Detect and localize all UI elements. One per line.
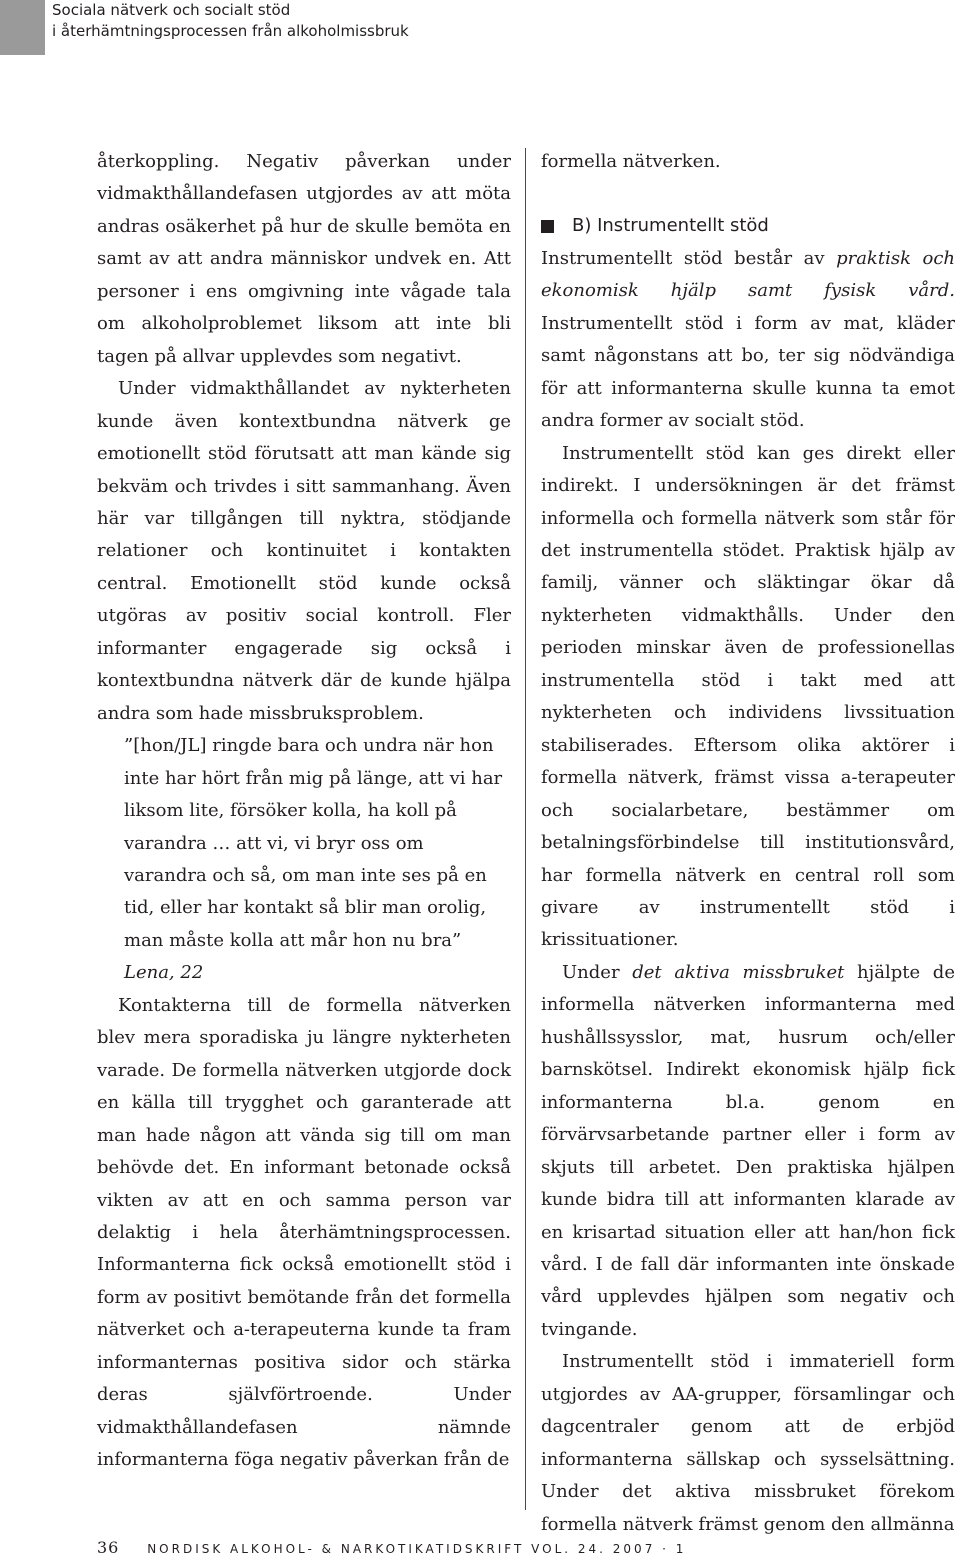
text-run: Instrumentellt stöd i form av mat, kläder samt någonstans att bo, ter sig nödvändiga för att informanterna skulle kunna ta emot andra former av socialt stöd. xyxy=(541,312,955,432)
emphasis: praktisk och ekonomisk hjälp samt fysisk vård. xyxy=(541,247,955,302)
paragraph: Instrumentellt stöd i immateriell form utgjordes av AA-grupper, församlingar och dagcentraler genom att de erbjöd informanterna sällskap och sysselsättning. Under det aktiva missbruket förekom formella nätverk främst genom den allmänna xyxy=(541,1351,955,1535)
square-bullet-icon xyxy=(541,220,554,233)
paragraph: Instrumentellt stöd kan ges direkt eller indirekt. I undersökningen är det främst informella och formella nätverk som står för det instrumentella stödet. Praktisk hjälp av familj, vänner och släktingar ökar då nykterheten vidmakthålls. Under den perioden minskar även de professionellas instrumentella stöd i takt med att nykterheten och individens livssituation stabiliserades. Eftersom olika aktörer i formella nätverk, främst vissa a-terapeuter och socialarbetare, bestämmer om betalningsförbindelse till institutionsvård, har formella nätverk en central roll som givare av instrumentellt stöd i krissituationer. xyxy=(541,442,955,951)
header-title xyxy=(52,0,409,42)
paragraph: Kontakterna till de formella nätverken blev mera sporadiska ju längre nykterheten varade. De formella nätverken utgjorde dock en källa till trygghet och garanterade att man hade någon att vända sig till om man behövde det. En informant betonade också vikten av att en och samma person var delaktig i hela återhämtningsprocessen. Informanterna fick också emotionellt stöd i form av positivt bemötande från det formella nätverket och a-terapeuterna kunde ta fram informanternas positiva sidor och stärka deras självförtroende. Under vidmakthållandefasen nämnde informanterna föga negativ påverkan från de xyxy=(97,994,511,1471)
text-run: Under xyxy=(562,961,633,983)
emphasis: det aktiva missbruket xyxy=(632,961,845,983)
header-line-2: i återhämtningsprocessen från alkoholmissbruk xyxy=(52,22,409,40)
paragraph xyxy=(541,957,955,1346)
header-gray-block xyxy=(0,0,45,55)
text-run: hjälpte de informella nätverken informanterna med hushållssysslor, mat, husrum och/eller barnskötsel. Indirekt ekonomisk hjälp fick informanterna bl.a. genom en förvärvsarbetande partner eller i form av skjuts till arbetet. Den praktiska hjälpen kunde bidra till att informanten klarade av en krisartad situation eller att han/hon fick vård. I de fall där informanten inte önskade vård upplevdes hjälpen som negativ och tvingande. xyxy=(541,961,955,1340)
paragraph xyxy=(541,243,955,438)
right-column xyxy=(541,146,955,1541)
journal-name: NORDISK ALKOHOL- & NARKOTIKATIDSKRIFT VOL. 24. 2007 · 1 xyxy=(147,1542,687,1556)
paragraph: formella nätverken. xyxy=(541,151,721,172)
text-run: Instrumentellt stöd består av xyxy=(541,247,837,269)
paragraph: Under vidmakthållandet av nykterheten kunde även kontextbundna nätverk ge emotionellt stöd förutsatt att man kände sig bekväm och trivdes i sitt sammanhang. Även här var tillgången till nyktra, stödjande relationer och kontinuitet i kontakten central. Emotionellt stöd kunde också utgöras av positiv social kontroll. Fler informanter engagerade sig också i kontextbundna nätverk där de kunde hjälpa andra som hade missbruksproblem. xyxy=(97,378,511,724)
section-heading-text: B) Instrumentellt stöd xyxy=(572,215,769,237)
quote-text: ”[hon/JL] ringde bara och undra när hon inte har hört från mig på länge, att vi har liksom lite, försöker kolla, ha koll på varandra … att vi, vi bryr oss om varandra och så, om man inte ses på en tid, eller har kontakt så blir man orolig, man måste kolla att mår hon nu bra” xyxy=(124,735,503,951)
running-header xyxy=(0,0,600,60)
header-line-1: Sociala nätverk och socialt stöd xyxy=(52,1,291,19)
left-column xyxy=(97,146,511,1477)
page-number: 36 xyxy=(97,1538,120,1557)
page-footer xyxy=(97,1538,937,1560)
column-divider xyxy=(525,148,526,1510)
quote-attribution: Lena, 22 xyxy=(124,962,204,984)
section-heading xyxy=(541,210,955,242)
paragraph: återkoppling. Negativ påverkan under vidmakthållandefasen utgjordes av att möta andras osäkerhet på hur de skulle bemöta en samt av att andra människor undvek en. Att personer i ens omgivning inte vågade tala om alkoholproblemet liksom att inte bli tagen på allvar upplevdes som negativt. xyxy=(97,151,511,367)
block-quote xyxy=(124,730,511,990)
